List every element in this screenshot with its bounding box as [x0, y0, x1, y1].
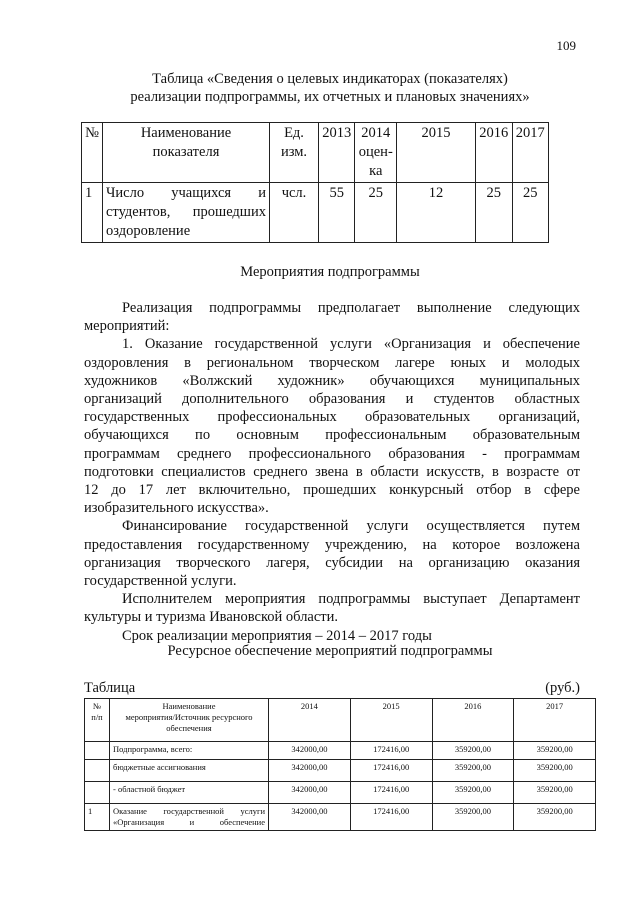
- resource-row-2016: 359200,00: [432, 804, 514, 831]
- resource-header-num-line-1: №: [92, 701, 102, 711]
- header-unit-line-2: изм.: [280, 144, 308, 160]
- body-line: обучающихся по основным профессиональным образовательным: [84, 427, 580, 444]
- row-name-line-2: студентов, прошедших: [106, 204, 266, 220]
- resource-row-2016: 359200,00: [432, 742, 514, 760]
- resource-row-num: [85, 760, 110, 782]
- header-2014-line-2: оцен-: [358, 144, 393, 160]
- resource-table-row: [85, 742, 596, 760]
- resource-header-2017: 2017: [514, 699, 596, 742]
- resource-header-2016: 2016: [432, 699, 514, 742]
- resource-row-2017: 359200,00: [514, 742, 596, 760]
- body-line: Реализация подпрограммы предполагает выполнение следующих: [122, 300, 580, 316]
- section-title: Мероприятия подпрограммы: [240, 264, 420, 280]
- header-2016: 2016: [476, 123, 512, 183]
- header-2014: [355, 123, 397, 183]
- row-2014: 25: [355, 183, 397, 243]
- header-name-line-1: Наименование: [140, 125, 232, 141]
- resource-row-2014: 342000,00: [269, 742, 351, 760]
- resource-row-2015: 172416,00: [350, 804, 432, 831]
- body-line: 12 до 17 лет включительно, прошедших конкурсный отбор в сфере: [84, 482, 580, 499]
- resource-row-num: 1: [85, 804, 110, 831]
- resource-caption-unit: (руб.): [545, 680, 580, 696]
- resource-header-name-line-3: обеспечения: [166, 723, 212, 733]
- resource-table-row: [85, 760, 596, 782]
- row-unit: чсл.: [270, 183, 319, 243]
- row-name: [103, 183, 270, 243]
- resource-row-2016: 359200,00: [432, 760, 514, 782]
- resource-header-name-line-2: мероприятия/Источник ресурсного: [125, 712, 253, 722]
- header-2014-line-1: 2014: [361, 125, 391, 141]
- body-line: организация творческого лагеря, субсидии на организацию оказания: [84, 554, 580, 571]
- resource-header-2015: 2015: [350, 699, 432, 742]
- resource-caption-label: Таблица: [84, 680, 136, 696]
- resource-row-2016: 359200,00: [432, 782, 514, 804]
- body-line: государственной услуги.: [84, 573, 237, 590]
- body-line: изобразительного искусства».: [84, 500, 269, 517]
- body-line: мероприятий:: [84, 318, 170, 335]
- resource-table-header: [85, 699, 596, 742]
- resource-row-name: бюджетные ассигнования: [110, 760, 269, 782]
- body-line: 1. Оказание государственной услуги «Организация и обеспечение: [122, 336, 580, 353]
- resource-header-num-line-2: п/п: [91, 712, 103, 722]
- header-unit: [270, 123, 319, 183]
- resource-table: [84, 698, 596, 831]
- body-line: Исполнителем мероприятия подпрограммы выступает Департамент: [122, 591, 580, 608]
- body-line: Финансирование государственной услуги осуществляется путем: [122, 518, 580, 535]
- row-name-line-1: Число учащихся и: [106, 185, 266, 201]
- row-num: 1: [82, 183, 103, 243]
- body-text: [84, 299, 580, 645]
- resource-row-2015: 172416,00: [350, 742, 432, 760]
- resource-row-name-line-1: Оказание государственной услуги: [113, 806, 265, 816]
- resource-row-2014: 342000,00: [269, 804, 351, 831]
- resource-row-2017: 359200,00: [514, 804, 596, 831]
- indicator-table: [81, 122, 549, 243]
- resource-header-name-line-1: Наименование: [162, 701, 216, 711]
- resource-row-2017: 359200,00: [514, 760, 596, 782]
- indicator-table-header: [82, 123, 549, 183]
- resource-row-2014: 342000,00: [269, 760, 351, 782]
- body-line: Срок реализации мероприятия – 2014 – 2017 годы: [122, 627, 432, 644]
- resource-row-2015: 172416,00: [350, 760, 432, 782]
- resource-header-name: [110, 699, 269, 742]
- row-2016: 25: [476, 183, 512, 243]
- row-2015: 12: [397, 183, 476, 243]
- table-title-line-1: Таблица «Сведения о целевых индикаторах (показателях): [152, 71, 508, 87]
- body-line: культуры и туризма Ивановской области.: [84, 609, 339, 626]
- body-line: художников «Волжский художник» обучающихся муниципальных: [84, 372, 580, 389]
- resource-header-num: [85, 699, 110, 742]
- resource-table-row: [85, 782, 596, 804]
- row-2013: 55: [319, 183, 355, 243]
- row-2017: 25: [512, 183, 548, 243]
- header-2013: 2013: [319, 123, 355, 183]
- body-line: предоставления государственному учреждению, на которое возложена: [84, 536, 580, 553]
- resource-row-2017: 359200,00: [514, 782, 596, 804]
- body-line: программам среднего профессионального образования - программам: [84, 445, 580, 462]
- resource-row-name: Подпрограмма, всего:: [110, 742, 269, 760]
- header-name: [103, 123, 270, 183]
- body-line: оздоровления в региональном творческом лагере юных и молодых: [84, 354, 580, 371]
- resource-table-row: [85, 804, 596, 831]
- resource-header-2014: 2014: [269, 699, 351, 742]
- page-number: 109: [556, 38, 576, 53]
- row-name-line-3: оздоровление: [106, 223, 191, 239]
- body-line: государственных профессиональных образовательных организаций,: [84, 409, 580, 426]
- header-unit-line-1: Ед.: [284, 125, 304, 141]
- resource-row-2014: 342000,00: [269, 782, 351, 804]
- resource-row-2015: 172416,00: [350, 782, 432, 804]
- resource-row-name-line-2: «Организация и обеспечение: [113, 817, 265, 827]
- indicator-table-row: [82, 183, 549, 243]
- header-num: №: [82, 123, 103, 183]
- resource-row-name: [110, 804, 269, 831]
- header-2015: 2015: [397, 123, 476, 183]
- table-title-line-2: реализации подпрограммы, их отчетных и плановых значениях»: [130, 89, 530, 105]
- header-name-line-2: показателя: [152, 144, 220, 160]
- resource-section-title: Ресурсное обеспечение мероприятий подпрограммы: [167, 643, 493, 659]
- body-line: подготовки специалистов среднего звена в области искусств, в возрасте от: [84, 463, 580, 480]
- resource-row-num: [85, 742, 110, 760]
- table-title: [70, 70, 590, 106]
- resource-row-name: - областной бюджет: [110, 782, 269, 804]
- header-2017: 2017: [512, 123, 548, 183]
- header-2014-line-3: ка: [369, 163, 383, 179]
- resource-row-num: [85, 782, 110, 804]
- body-line: организаций дополнительного образования и студентов областных: [84, 391, 580, 408]
